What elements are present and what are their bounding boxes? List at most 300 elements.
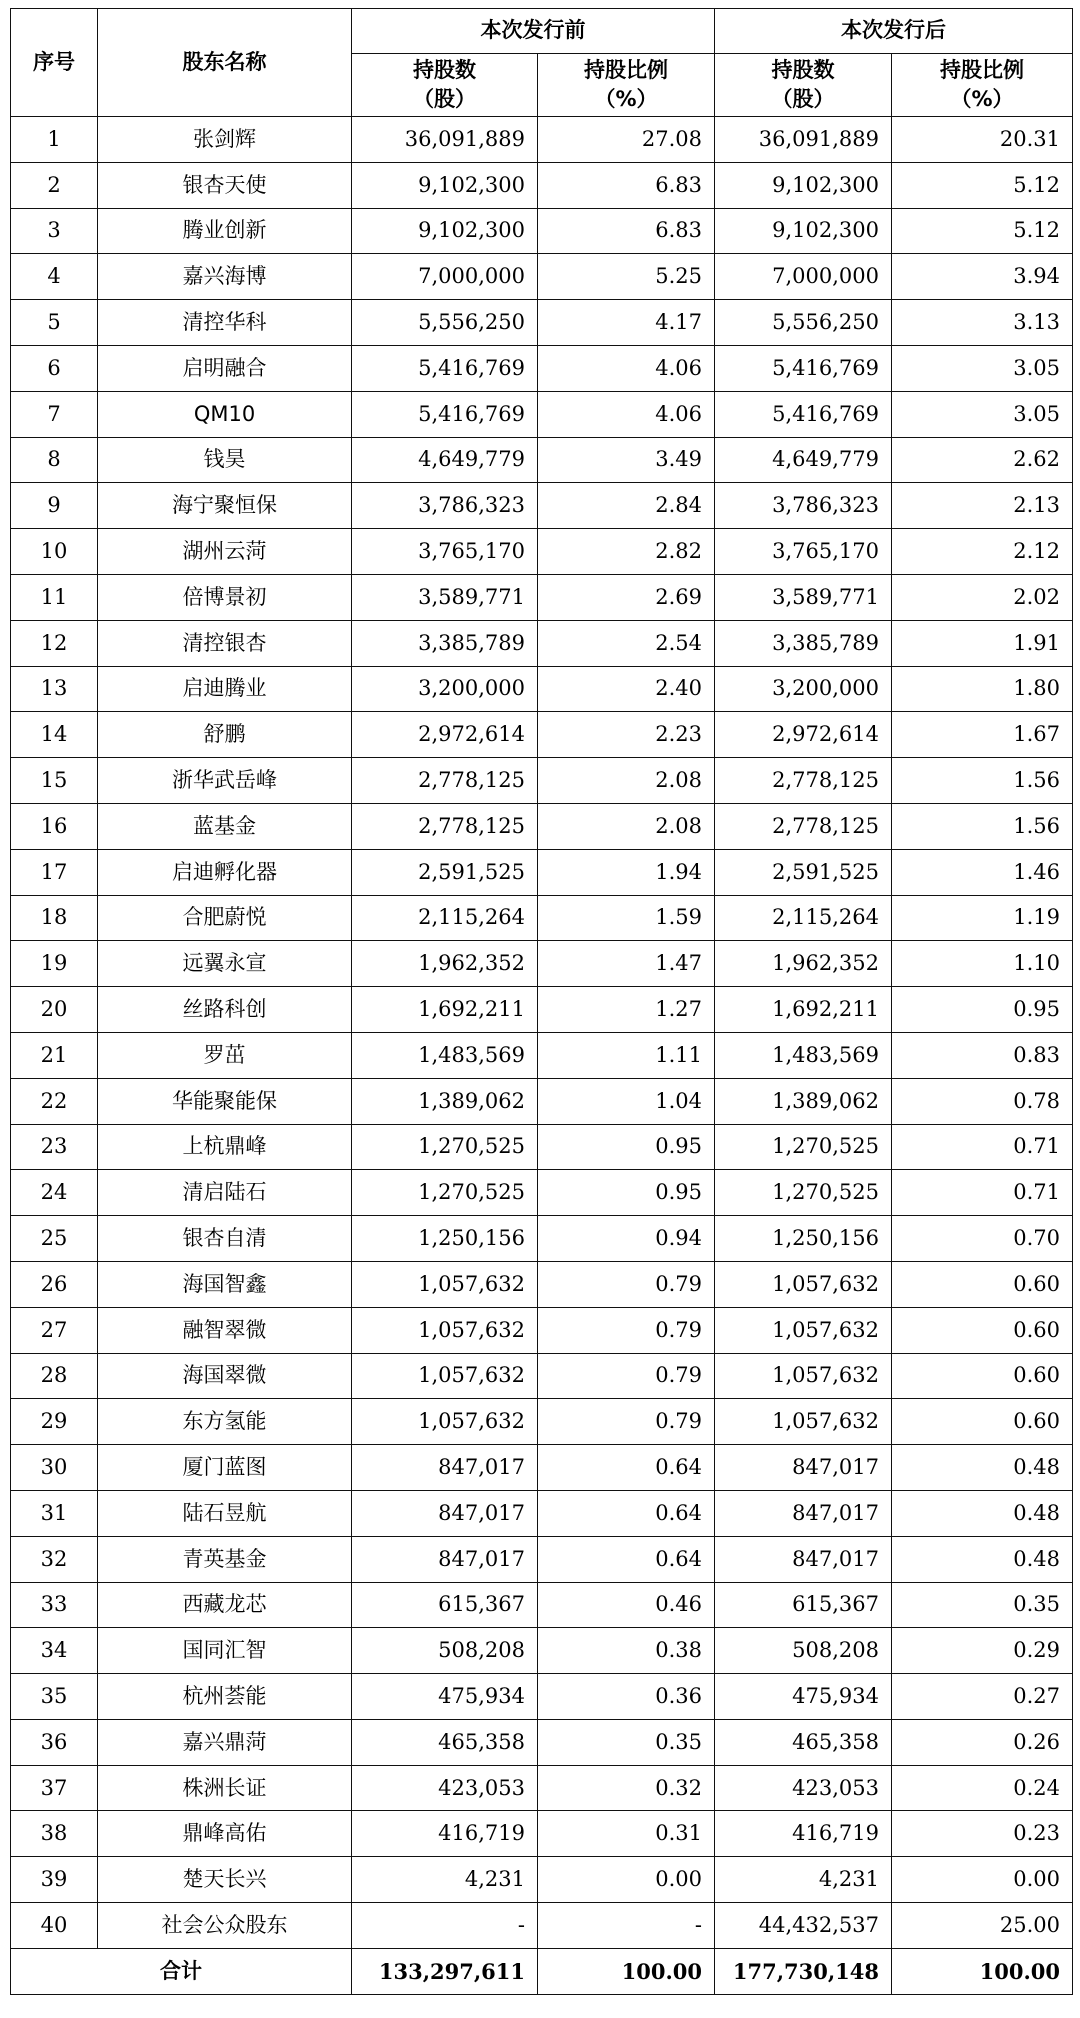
table-row [11, 895, 1073, 941]
pre-issue-ratio: 0.64 [538, 1536, 715, 1582]
post-issue-ratio: 1.10 [892, 941, 1073, 987]
pre-issue-ratio: 6.83 [538, 208, 715, 254]
shareholder-name: 倍博景初 [98, 574, 352, 620]
table-row [11, 1032, 1073, 1078]
table-row [11, 666, 1073, 712]
post-issue-ratio: 0.48 [892, 1490, 1073, 1536]
pre-issue-shares: 475,934 [352, 1674, 538, 1720]
pre-issue-ratio: 2.84 [538, 483, 715, 529]
post-issue-shares: 2,972,614 [715, 712, 892, 758]
table-row [11, 300, 1073, 346]
post-issue-shares: 1,057,632 [715, 1261, 892, 1307]
row-number: 13 [11, 666, 98, 712]
table-row [11, 849, 1073, 895]
pre-issue-shares: 3,765,170 [352, 529, 538, 575]
table-row [11, 345, 1073, 391]
post-issue-shares: 3,385,789 [715, 620, 892, 666]
post-issue-ratio: 5.12 [892, 162, 1073, 208]
table-row [11, 1124, 1073, 1170]
post-issue-ratio: 3.13 [892, 300, 1073, 346]
post-issue-ratio: 2.12 [892, 529, 1073, 575]
post-issue-shares: 1,389,062 [715, 1078, 892, 1124]
post-issue-shares: 3,589,771 [715, 574, 892, 620]
row-number: 3 [11, 208, 98, 254]
table-row [11, 162, 1073, 208]
pre-issue-shares: 5,556,250 [352, 300, 538, 346]
shareholder-name: 上杭鼎峰 [98, 1124, 352, 1170]
total-post-shares: 177,730,148 [715, 1948, 892, 1994]
shareholder-name: 嘉兴鼎菏 [98, 1719, 352, 1765]
table-body [11, 117, 1073, 1949]
shareholder-name: 合肥蔚悦 [98, 895, 352, 941]
pre-issue-ratio: 1.59 [538, 895, 715, 941]
header-post-shares [715, 54, 892, 117]
post-issue-ratio: 0.60 [892, 1261, 1073, 1307]
shareholder-name: 杭州荟能 [98, 1674, 352, 1720]
pre-issue-shares: 2,972,614 [352, 712, 538, 758]
shareholder-name: 远翼永宣 [98, 941, 352, 987]
table-row [11, 620, 1073, 666]
table-row [11, 254, 1073, 300]
pre-issue-ratio: 0.79 [538, 1353, 715, 1399]
pre-issue-ratio: 0.79 [538, 1307, 715, 1353]
post-issue-ratio: 0.71 [892, 1170, 1073, 1216]
table-row [11, 712, 1073, 758]
table-row [11, 529, 1073, 575]
pre-issue-ratio: 0.94 [538, 1216, 715, 1262]
post-issue-shares: 1,270,525 [715, 1124, 892, 1170]
shareholder-name: 华能聚能保 [98, 1078, 352, 1124]
post-issue-ratio: 0.83 [892, 1032, 1073, 1078]
row-number: 35 [11, 1674, 98, 1720]
total-row [11, 1948, 1073, 1994]
shareholder-name: 钱昊 [98, 437, 352, 483]
header-no: 序号 [11, 9, 98, 117]
post-issue-shares: 3,200,000 [715, 666, 892, 712]
pre-issue-ratio: 0.64 [538, 1445, 715, 1491]
row-number: 29 [11, 1399, 98, 1445]
header-ratio-label: 持股比例 [940, 58, 1024, 82]
shareholder-name: 社会公众股东 [98, 1903, 352, 1949]
post-issue-shares: 1,057,632 [715, 1307, 892, 1353]
pre-issue-ratio: 0.00 [538, 1857, 715, 1903]
post-issue-shares: 3,765,170 [715, 529, 892, 575]
row-number: 21 [11, 1032, 98, 1078]
shareholder-name: 银杏自清 [98, 1216, 352, 1262]
pre-issue-shares: - [352, 1903, 538, 1949]
pre-issue-shares: 9,102,300 [352, 162, 538, 208]
table-row [11, 987, 1073, 1033]
shareholder-name: 海国翠微 [98, 1353, 352, 1399]
header-name: 股东名称 [98, 9, 352, 117]
shareholder-name: 清控银杏 [98, 620, 352, 666]
post-issue-ratio: 0.26 [892, 1719, 1073, 1765]
header-ratio-unit: （%） [594, 87, 658, 111]
row-number: 25 [11, 1216, 98, 1262]
table-row [11, 1582, 1073, 1628]
shareholder-name: 楚天长兴 [98, 1857, 352, 1903]
row-number: 12 [11, 620, 98, 666]
post-issue-ratio: 3.05 [892, 345, 1073, 391]
pre-issue-shares: 3,200,000 [352, 666, 538, 712]
post-issue-shares: 2,115,264 [715, 895, 892, 941]
post-issue-shares: 423,053 [715, 1765, 892, 1811]
row-number: 7 [11, 391, 98, 437]
shareholder-name: 西藏龙芯 [98, 1582, 352, 1628]
table-row [11, 1811, 1073, 1857]
post-issue-ratio: 0.23 [892, 1811, 1073, 1857]
table-row [11, 1903, 1073, 1949]
row-number: 28 [11, 1353, 98, 1399]
table-header [11, 9, 1073, 117]
pre-issue-ratio: 0.64 [538, 1490, 715, 1536]
pre-issue-ratio: 4.06 [538, 345, 715, 391]
pre-issue-shares: 508,208 [352, 1628, 538, 1674]
pre-issue-ratio: 0.38 [538, 1628, 715, 1674]
pre-issue-ratio: 2.23 [538, 712, 715, 758]
row-number: 26 [11, 1261, 98, 1307]
shareholder-name: 银杏天使 [98, 162, 352, 208]
pre-issue-ratio: 1.47 [538, 941, 715, 987]
pre-issue-ratio: 2.54 [538, 620, 715, 666]
shareholder-name: 嘉兴海博 [98, 254, 352, 300]
post-issue-shares: 508,208 [715, 1628, 892, 1674]
post-issue-shares: 5,556,250 [715, 300, 892, 346]
table-row [11, 1719, 1073, 1765]
table-footer [11, 1948, 1073, 1994]
post-issue-ratio: 1.19 [892, 895, 1073, 941]
pre-issue-shares: 1,057,632 [352, 1261, 538, 1307]
table-row [11, 1078, 1073, 1124]
shareholder-name: 启迪腾业 [98, 666, 352, 712]
pre-issue-ratio: 1.04 [538, 1078, 715, 1124]
row-number: 39 [11, 1857, 98, 1903]
header-before-issue: 本次发行前 [352, 9, 715, 54]
total-label: 合计 [11, 1948, 352, 1994]
pre-issue-shares: 3,786,323 [352, 483, 538, 529]
pre-issue-ratio: 0.35 [538, 1719, 715, 1765]
row-number: 6 [11, 345, 98, 391]
table-row [11, 1674, 1073, 1720]
header-ratio-unit: （%） [950, 87, 1014, 111]
post-issue-shares: 4,231 [715, 1857, 892, 1903]
pre-issue-ratio: 0.95 [538, 1170, 715, 1216]
post-issue-ratio: 0.29 [892, 1628, 1073, 1674]
pre-issue-ratio: 2.08 [538, 758, 715, 804]
shareholder-name: 陆石昱航 [98, 1490, 352, 1536]
shareholder-name: 清启陆石 [98, 1170, 352, 1216]
shareholding-table-container [10, 8, 1072, 1995]
post-issue-ratio: 1.46 [892, 849, 1073, 895]
header-ratio-label: 持股比例 [584, 58, 668, 82]
post-issue-ratio: 0.70 [892, 1216, 1073, 1262]
pre-issue-shares: 2,115,264 [352, 895, 538, 941]
table-row [11, 1216, 1073, 1262]
header-shares-unit: （股） [771, 87, 835, 111]
post-issue-ratio: 0.60 [892, 1353, 1073, 1399]
pre-issue-shares: 1,270,525 [352, 1170, 538, 1216]
pre-issue-ratio: 4.06 [538, 391, 715, 437]
table-row [11, 1261, 1073, 1307]
shareholder-name: 罗茁 [98, 1032, 352, 1078]
shareholder-name: 张剑辉 [98, 117, 352, 163]
row-number: 31 [11, 1490, 98, 1536]
pre-issue-shares: 1,057,632 [352, 1307, 538, 1353]
post-issue-shares: 416,719 [715, 1811, 892, 1857]
pre-issue-shares: 847,017 [352, 1536, 538, 1582]
total-post-ratio: 100.00 [892, 1948, 1073, 1994]
pre-issue-shares: 5,416,769 [352, 345, 538, 391]
shareholding-table [10, 8, 1073, 1995]
row-number: 16 [11, 803, 98, 849]
post-issue-ratio: 0.60 [892, 1399, 1073, 1445]
shareholder-name: 融智翠微 [98, 1307, 352, 1353]
pre-issue-shares: 2,778,125 [352, 758, 538, 804]
table-row [11, 437, 1073, 483]
pre-issue-shares: 1,389,062 [352, 1078, 538, 1124]
row-number: 19 [11, 941, 98, 987]
post-issue-shares: 2,778,125 [715, 803, 892, 849]
row-number: 14 [11, 712, 98, 758]
shareholder-name: 青英基金 [98, 1536, 352, 1582]
post-issue-ratio: 1.91 [892, 620, 1073, 666]
pre-issue-ratio: 5.25 [538, 254, 715, 300]
pre-issue-ratio: 0.31 [538, 1811, 715, 1857]
pre-issue-ratio: 2.08 [538, 803, 715, 849]
pre-issue-shares: 4,649,779 [352, 437, 538, 483]
post-issue-shares: 1,250,156 [715, 1216, 892, 1262]
shareholder-name: 启明融合 [98, 345, 352, 391]
post-issue-ratio: 0.00 [892, 1857, 1073, 1903]
row-number: 32 [11, 1536, 98, 1582]
post-issue-shares: 2,778,125 [715, 758, 892, 804]
row-number: 30 [11, 1445, 98, 1491]
pre-issue-ratio: 6.83 [538, 162, 715, 208]
pre-issue-shares: 423,053 [352, 1765, 538, 1811]
pre-issue-ratio: 1.94 [538, 849, 715, 895]
shareholder-name: 国同汇智 [98, 1628, 352, 1674]
shareholder-name: 湖州云菏 [98, 529, 352, 575]
table-row [11, 1353, 1073, 1399]
shareholder-name: 厦门蓝图 [98, 1445, 352, 1491]
post-issue-shares: 5,416,769 [715, 391, 892, 437]
pre-issue-shares: 1,270,525 [352, 1124, 538, 1170]
pre-issue-shares: 3,589,771 [352, 574, 538, 620]
row-number: 10 [11, 529, 98, 575]
row-number: 24 [11, 1170, 98, 1216]
table-row [11, 758, 1073, 804]
table-row [11, 483, 1073, 529]
pre-issue-ratio: 27.08 [538, 117, 715, 163]
pre-issue-shares: 2,591,525 [352, 849, 538, 895]
post-issue-ratio: 0.24 [892, 1765, 1073, 1811]
table-row [11, 803, 1073, 849]
row-number: 27 [11, 1307, 98, 1353]
pre-issue-ratio: 1.11 [538, 1032, 715, 1078]
header-shares-unit: （股） [413, 87, 476, 111]
table-row [11, 1399, 1073, 1445]
shareholder-name: 腾业创新 [98, 208, 352, 254]
pre-issue-ratio: 0.36 [538, 1674, 715, 1720]
pre-issue-ratio: - [538, 1903, 715, 1949]
pre-issue-shares: 847,017 [352, 1490, 538, 1536]
row-number: 34 [11, 1628, 98, 1674]
pre-issue-shares: 7,000,000 [352, 254, 538, 300]
total-pre-shares: 133,297,611 [352, 1948, 538, 1994]
post-issue-ratio: 5.12 [892, 208, 1073, 254]
header-shares-label: 持股数 [771, 58, 835, 82]
pre-issue-shares: 2,778,125 [352, 803, 538, 849]
post-issue-shares: 1,057,632 [715, 1353, 892, 1399]
table-row [11, 1490, 1073, 1536]
post-issue-ratio: 0.27 [892, 1674, 1073, 1720]
table-row [11, 1307, 1073, 1353]
pre-issue-ratio: 1.27 [538, 987, 715, 1033]
post-issue-shares: 5,416,769 [715, 345, 892, 391]
post-issue-ratio: 0.95 [892, 987, 1073, 1033]
post-issue-shares: 7,000,000 [715, 254, 892, 300]
shareholder-name: QM10 [98, 391, 352, 437]
pre-issue-shares: 1,057,632 [352, 1353, 538, 1399]
row-number: 11 [11, 574, 98, 620]
post-issue-ratio: 20.31 [892, 117, 1073, 163]
post-issue-ratio: 0.48 [892, 1445, 1073, 1491]
pre-issue-shares: 3,385,789 [352, 620, 538, 666]
pre-issue-shares: 1,692,211 [352, 987, 538, 1033]
post-issue-ratio: 0.78 [892, 1078, 1073, 1124]
post-issue-ratio: 0.71 [892, 1124, 1073, 1170]
table-row [11, 1765, 1073, 1811]
table-row [11, 1536, 1073, 1582]
post-issue-shares: 847,017 [715, 1490, 892, 1536]
header-row-top [11, 9, 1073, 54]
table-row [11, 574, 1073, 620]
post-issue-shares: 1,057,632 [715, 1399, 892, 1445]
pre-issue-ratio: 0.79 [538, 1261, 715, 1307]
header-post-ratio [892, 54, 1073, 117]
header-shares-label: 持股数 [413, 58, 476, 82]
row-number: 40 [11, 1903, 98, 1949]
header-pre-shares [352, 54, 538, 117]
post-issue-shares: 44,432,537 [715, 1903, 892, 1949]
table-row [11, 117, 1073, 163]
shareholder-name: 舒鹏 [98, 712, 352, 758]
pre-issue-ratio: 4.17 [538, 300, 715, 346]
pre-issue-shares: 416,719 [352, 1811, 538, 1857]
post-issue-ratio: 0.35 [892, 1582, 1073, 1628]
row-number: 38 [11, 1811, 98, 1857]
pre-issue-shares: 1,962,352 [352, 941, 538, 987]
header-pre-ratio [538, 54, 715, 117]
pre-issue-shares: 1,483,569 [352, 1032, 538, 1078]
table-row [11, 941, 1073, 987]
post-issue-ratio: 2.13 [892, 483, 1073, 529]
pre-issue-ratio: 0.46 [538, 1582, 715, 1628]
post-issue-ratio: 3.94 [892, 254, 1073, 300]
post-issue-shares: 847,017 [715, 1536, 892, 1582]
row-number: 23 [11, 1124, 98, 1170]
post-issue-ratio: 2.62 [892, 437, 1073, 483]
row-number: 22 [11, 1078, 98, 1124]
table-row [11, 1628, 1073, 1674]
header-after-issue: 本次发行后 [715, 9, 1073, 54]
post-issue-ratio: 1.80 [892, 666, 1073, 712]
table-row [11, 391, 1073, 437]
post-issue-shares: 9,102,300 [715, 162, 892, 208]
pre-issue-ratio: 2.82 [538, 529, 715, 575]
pre-issue-ratio: 3.49 [538, 437, 715, 483]
total-pre-ratio: 100.00 [538, 1948, 715, 1994]
table-row [11, 208, 1073, 254]
row-number: 2 [11, 162, 98, 208]
shareholder-name: 鼎峰高佑 [98, 1811, 352, 1857]
pre-issue-shares: 465,358 [352, 1719, 538, 1765]
row-number: 18 [11, 895, 98, 941]
row-number: 1 [11, 117, 98, 163]
shareholder-name: 株洲长证 [98, 1765, 352, 1811]
pre-issue-ratio: 2.40 [538, 666, 715, 712]
table-row [11, 1857, 1073, 1903]
pre-issue-ratio: 2.69 [538, 574, 715, 620]
pre-issue-shares: 9,102,300 [352, 208, 538, 254]
post-issue-shares: 4,649,779 [715, 437, 892, 483]
post-issue-shares: 847,017 [715, 1445, 892, 1491]
row-number: 36 [11, 1719, 98, 1765]
post-issue-shares: 465,358 [715, 1719, 892, 1765]
post-issue-ratio: 25.00 [892, 1903, 1073, 1949]
post-issue-ratio: 3.05 [892, 391, 1073, 437]
shareholder-name: 海国智鑫 [98, 1261, 352, 1307]
row-number: 9 [11, 483, 98, 529]
pre-issue-shares: 615,367 [352, 1582, 538, 1628]
shareholder-name: 启迪孵化器 [98, 849, 352, 895]
post-issue-shares: 1,483,569 [715, 1032, 892, 1078]
shareholder-name: 蓝基金 [98, 803, 352, 849]
pre-issue-shares: 4,231 [352, 1857, 538, 1903]
shareholder-name: 浙华武岳峰 [98, 758, 352, 804]
shareholder-name: 清控华科 [98, 300, 352, 346]
pre-issue-shares: 5,416,769 [352, 391, 538, 437]
row-number: 33 [11, 1582, 98, 1628]
row-number: 5 [11, 300, 98, 346]
post-issue-ratio: 2.02 [892, 574, 1073, 620]
post-issue-ratio: 0.48 [892, 1536, 1073, 1582]
pre-issue-shares: 847,017 [352, 1445, 538, 1491]
post-issue-shares: 475,934 [715, 1674, 892, 1720]
pre-issue-ratio: 0.32 [538, 1765, 715, 1811]
shareholder-name: 海宁聚恒保 [98, 483, 352, 529]
post-issue-ratio: 1.56 [892, 758, 1073, 804]
row-number: 17 [11, 849, 98, 895]
post-issue-shares: 9,102,300 [715, 208, 892, 254]
shareholder-name: 丝路科创 [98, 987, 352, 1033]
post-issue-shares: 3,786,323 [715, 483, 892, 529]
table-row [11, 1445, 1073, 1491]
row-number: 4 [11, 254, 98, 300]
post-issue-shares: 615,367 [715, 1582, 892, 1628]
post-issue-ratio: 0.60 [892, 1307, 1073, 1353]
pre-issue-shares: 36,091,889 [352, 117, 538, 163]
row-number: 15 [11, 758, 98, 804]
row-number: 20 [11, 987, 98, 1033]
row-number: 37 [11, 1765, 98, 1811]
pre-issue-ratio: 0.79 [538, 1399, 715, 1445]
post-issue-shares: 2,591,525 [715, 849, 892, 895]
pre-issue-shares: 1,057,632 [352, 1399, 538, 1445]
pre-issue-shares: 1,250,156 [352, 1216, 538, 1262]
post-issue-shares: 36,091,889 [715, 117, 892, 163]
post-issue-shares: 1,692,211 [715, 987, 892, 1033]
